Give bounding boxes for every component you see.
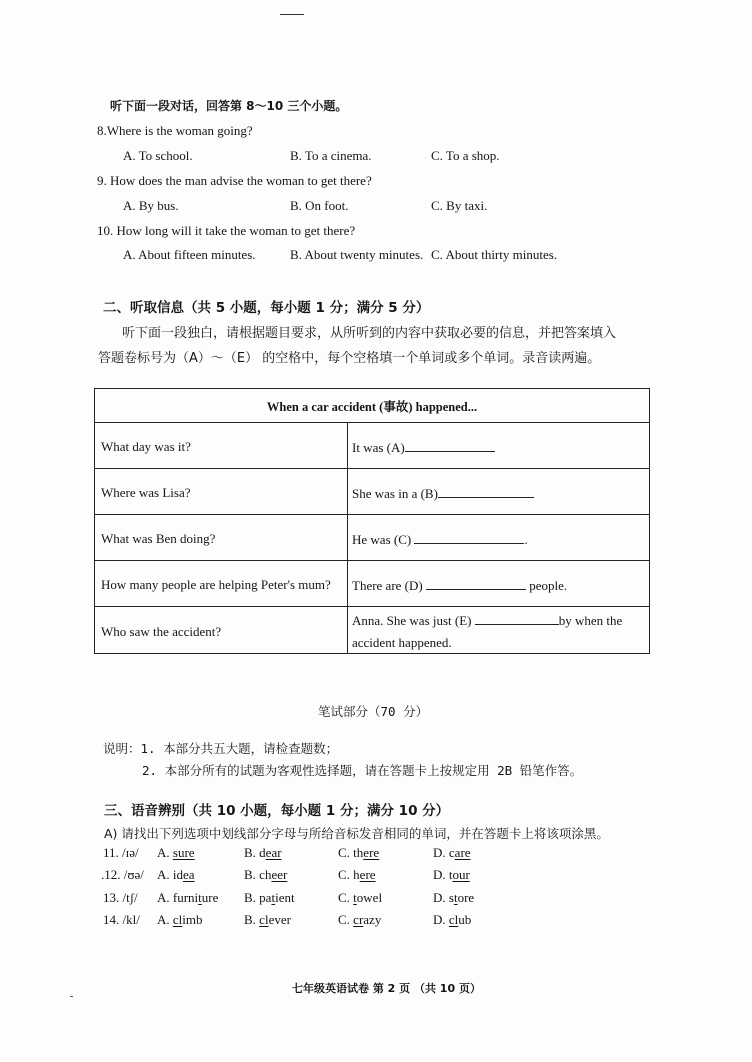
question-8: 8.Where is the woman going? [97,123,253,138]
option-text: C. [338,867,354,882]
section3-part-a: A) 请找出下列选项中划线部分字母与所给音标发音相同的单词，并在答题卡上将该项涂黑。 [104,826,609,841]
underlined-letters: ea [183,867,195,882]
phonetic-item-number: 13. /tʃ/ [103,890,138,905]
q8-option-b: B. To a cinema. [290,148,372,163]
phonetic-option [433,845,471,861]
option-text: D. [433,890,449,905]
table-row [95,606,649,654]
edge-mark [70,996,73,997]
page-footer: 七年级英语试卷 第 2 页 （共 10 页） [292,982,481,995]
row-answer: It was (A) [352,439,495,456]
option-text: h [353,867,360,882]
option-text: C. [338,890,354,905]
option-text: B. [244,890,260,905]
underlined-letters: eer [271,867,288,882]
table-row [95,560,649,606]
phonetic-item-number: .12. /ʊə/ [101,867,144,882]
underlined-letters: cl [172,912,183,927]
option-text: B. [244,867,260,882]
underlined-letters: sure [172,845,195,860]
option-text: imb [182,912,203,927]
phonetic-option [338,867,376,883]
underlined-letters: our [452,867,470,882]
option-text: d [259,845,266,860]
phonetic-option [433,912,471,928]
option-text: A. [157,912,173,927]
section3-title: 三、语音辨别（共 10 小题，每小题 1 分；满分 10 分） [104,803,450,819]
table-title: When a car accident (事故) happened... [266,400,478,414]
option-text: D. [433,845,449,860]
top-mark [280,14,304,15]
question-9: 9. How does the man advise the woman to get there? [97,173,372,188]
phonetic-item-number: 11. /ɪə/ [103,845,139,860]
answer-blank-c[interactable] [414,531,524,544]
table-row [95,468,649,514]
note-label: 说明： [103,741,141,756]
question-10: 10. How long will it take the woman to get there? [97,223,356,238]
q9-option-b: B. On foot. [290,198,349,213]
option-text: ure [201,890,219,905]
option-text: D. [433,867,449,882]
listening-intro: 听下面一段对话，回答第 8～10 三个小题。 [110,99,348,113]
section2-instruction-2: 答题卷标号为（A）～（E） 的空格中，每个空格填一个单词或多个单词。录音读两遍。 [98,351,601,366]
phonetic-option [338,890,382,906]
option-text: owel [356,890,383,905]
row-answer: He was (C) . [352,532,528,547]
option-text: C. [338,912,354,927]
underlined-letters: t [353,890,357,905]
phonetic-option [244,890,295,906]
underlined-letters: ear [265,845,282,860]
phonetic-option [157,912,203,928]
answer-blank-e[interactable] [475,612,559,625]
section2-title: 二、听取信息（共 5 小题，每小题 1 分；满分 5 分） [103,300,430,316]
underlined-letters: cr [353,912,364,927]
table-row [95,514,649,560]
underlined-letters: ere [363,845,380,860]
phonetic-option [338,912,381,928]
option-text: id [172,867,184,882]
table-row [95,422,649,468]
row-answer-line2: accident happened. [352,635,452,650]
option-text: D. [433,912,449,927]
phonetic-option [338,845,379,861]
underlined-letters: t [453,890,458,905]
option-text: s [448,890,454,905]
row-question: Who saw the accident? [101,624,222,639]
written-part-title: 笔试部分（70 分） [318,704,429,719]
row-question: What day was it? [101,439,191,454]
row-answer: She was in a (B) [352,485,534,502]
underlined-letters: are [454,845,471,860]
underlined-letters: t [198,890,202,905]
phonetic-option [157,845,195,861]
section2-instruction-1: 听下面一段独白，请根据题目要求，从所听到的内容中获取必要的信息，并把答案填入 [122,326,617,341]
option-text: t [448,867,453,882]
row-question: How many people are helping Peter's mum? [101,577,331,592]
option-text: ient [275,890,295,905]
row-answer: Anna. She was just (E) by when the [352,613,623,628]
option-text: pa [259,890,272,905]
q8-option-a: A. To school. [123,148,193,163]
option-text: B. [244,912,260,927]
option-text: furni [172,890,199,905]
phonetic-option [244,912,291,928]
option-text: ever [268,912,291,927]
underlined-letters: cl [448,912,459,927]
answer-blank-a[interactable] [405,439,495,452]
phonetic-option [244,867,287,883]
q10-option-c: C. About thirty minutes. [431,247,558,262]
underlined-letters: t [271,890,276,905]
option-text: A. [157,845,173,860]
option-text: azy [363,912,382,927]
phonetic-item-number: 14. /kl/ [103,912,140,927]
q9-option-c: C. By taxi. [431,198,488,213]
row-question: What was Ben doing? [101,531,216,546]
q8-option-c: C. To a shop. [431,148,500,163]
option-text: ore [457,890,475,905]
option-text: c [448,845,455,860]
phonetic-option [157,867,195,883]
option-text: C. [338,845,354,860]
phonetic-option [157,890,218,906]
option-text: A. [157,890,173,905]
info-table [94,388,650,654]
q10-option-b: B. About twenty minutes. [290,247,424,262]
option-text: A. [157,867,173,882]
phonetic-option [433,867,470,883]
row-question: Where was Lisa? [101,485,191,500]
answer-blank-b[interactable] [438,485,534,498]
option-text: ub [458,912,472,927]
option-text: B. [244,845,260,860]
phonetic-option [433,890,474,906]
answer-blank-d[interactable] [426,577,526,590]
q10-option-a: A. About fifteen minutes. [123,247,256,262]
row-answer: There are (D) people. [352,578,568,593]
underlined-letters: ere [359,867,376,882]
note-line-1: 说明：1. 本部分共五大题，请检查题数； [103,741,339,756]
q9-option-a: A. By bus. [123,198,179,213]
underlined-letters: cl [259,912,269,927]
phonetic-option [244,845,282,861]
note-line-2: 2. 本部分所有的试题为客观性选择题，请在答题卡上按规定用 2B 铅笔作答。 [142,763,583,778]
option-text: th [353,845,364,860]
option-text: ch [259,867,272,882]
